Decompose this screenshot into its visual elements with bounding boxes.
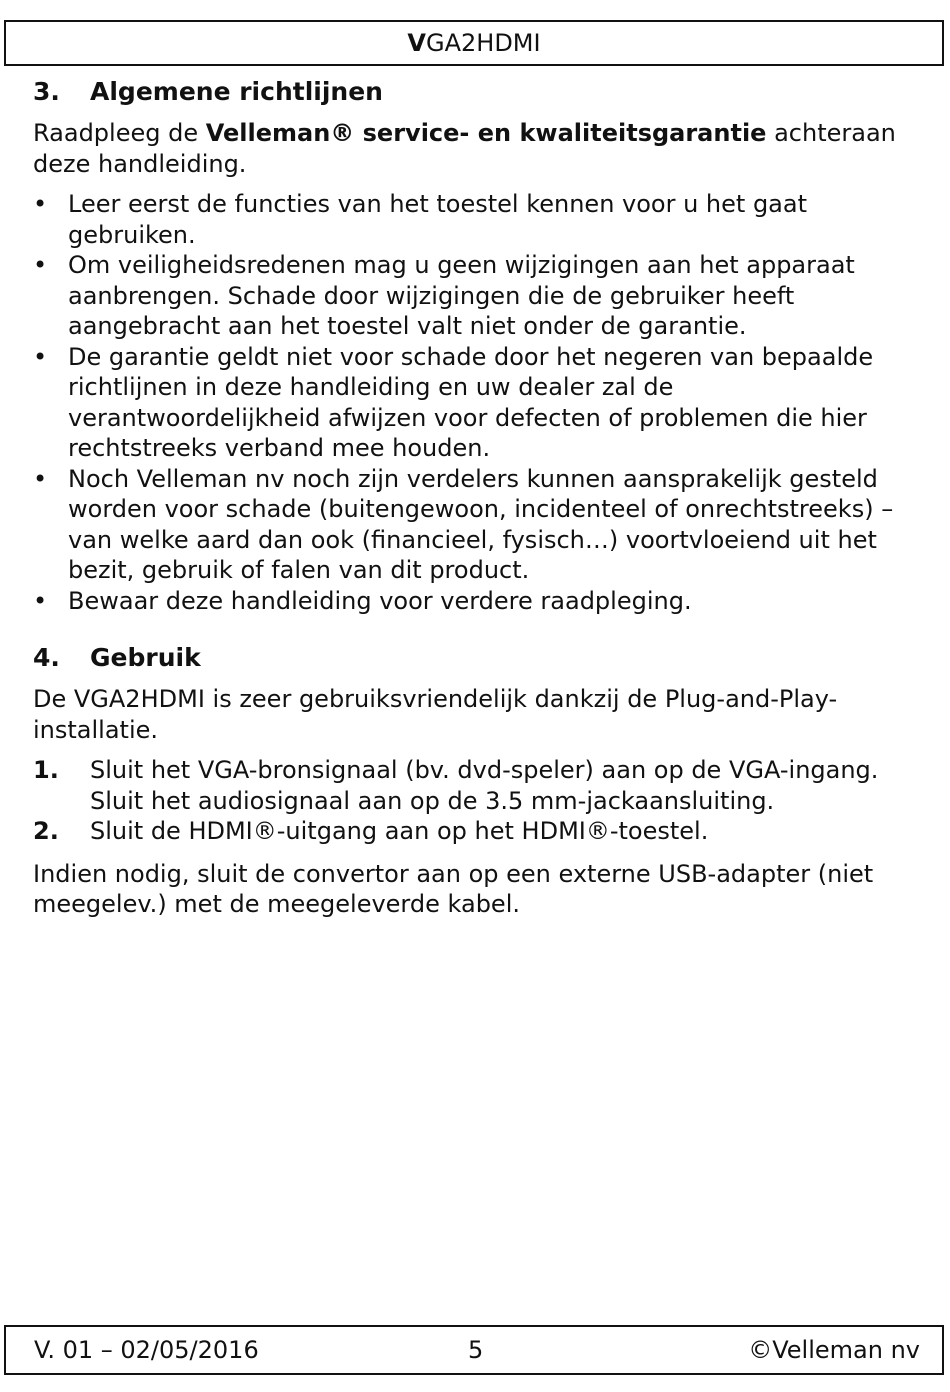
list-item: • Bewaar deze handleiding voor verdere raadpleging. <box>33 586 923 617</box>
section-4-heading <box>33 638 923 678</box>
section-3-intro <box>33 118 923 179</box>
page-header <box>4 20 944 66</box>
section-4-intro: De VGA2HDMI is zeer gebruiksvriendelijk dankzij de Plug-and-Play-installatie. <box>33 685 838 744</box>
intro-suffix: achteraan deze handleiding. <box>33 119 896 178</box>
step-text: Sluit het VGA-bronsignaal (bv. dvd-speler) aan op de VGA-ingang. Sluit het audiosignaal aan op de 3.5 mm-jackaansluiting. <box>90 756 879 815</box>
usage-steps <box>33 755 923 847</box>
intro-prefix: Raadpleeg de <box>33 119 206 147</box>
list-item: • Noch Velleman nv noch zijn verdelers kunnen aansprakelijk gesteld worden voor schade (buitengewoon, incidenteel of onrechtstreeks) – van welke aard dan ook (financieel, fysisch…) voortvloeiend uit het bezit, gebruik of falen van dit product. <box>33 464 923 586</box>
usb-note: Indien nodig, sluit de convertor aan op een externe USB-adapter (niet meegelev.) met de meegeleverde kabel. <box>33 859 874 918</box>
version-date: V. 01 – 02/05/2016 <box>34 1336 259 1364</box>
page-number: 5 <box>468 1336 484 1364</box>
title-rest: GA2HDMI <box>425 29 541 57</box>
list-item: • Om veiligheidsredenen mag u geen wijzigingen aan het apparaat aanbrengen. Schade door wijzigingen die de gebruiker heeft aangebracht aan het toestel valt niet onder de garantie. <box>33 250 923 342</box>
page-footer <box>4 1325 944 1375</box>
title-initial: V <box>407 29 426 57</box>
guidelines-list <box>33 189 923 616</box>
step-number: 2. <box>33 817 59 845</box>
step-text: Sluit de HDMI®-uitgang aan op het HDMI®-toestel. <box>90 817 709 845</box>
section-title: Gebruik <box>90 642 201 672</box>
step-number: 1. <box>33 756 59 784</box>
section-number: 4. <box>33 642 60 672</box>
page-content <box>33 72 923 920</box>
section-title: Algemene richtlijnen <box>90 76 383 106</box>
copyright: ©Velleman nv <box>748 1336 920 1364</box>
document-title <box>407 29 540 57</box>
list-item: • Leer eerst de functies van het toestel kennen voor u het gaat gebruiken. <box>33 189 923 250</box>
list-item <box>33 755 923 816</box>
list-item: • De garantie geldt niet voor schade door het negeren van bepaalde richtlijnen in deze handleiding en uw dealer zal de verantwoordelijkheid afwijzen voor defecten of problemen die hier rechtstreeks verband mee houden. <box>33 342 923 464</box>
list-item <box>33 816 923 847</box>
section-number: 3. <box>33 76 60 106</box>
section-3-heading <box>33 72 923 112</box>
intro-bold: Velleman® service- en kwaliteitsgarantie <box>205 119 767 147</box>
